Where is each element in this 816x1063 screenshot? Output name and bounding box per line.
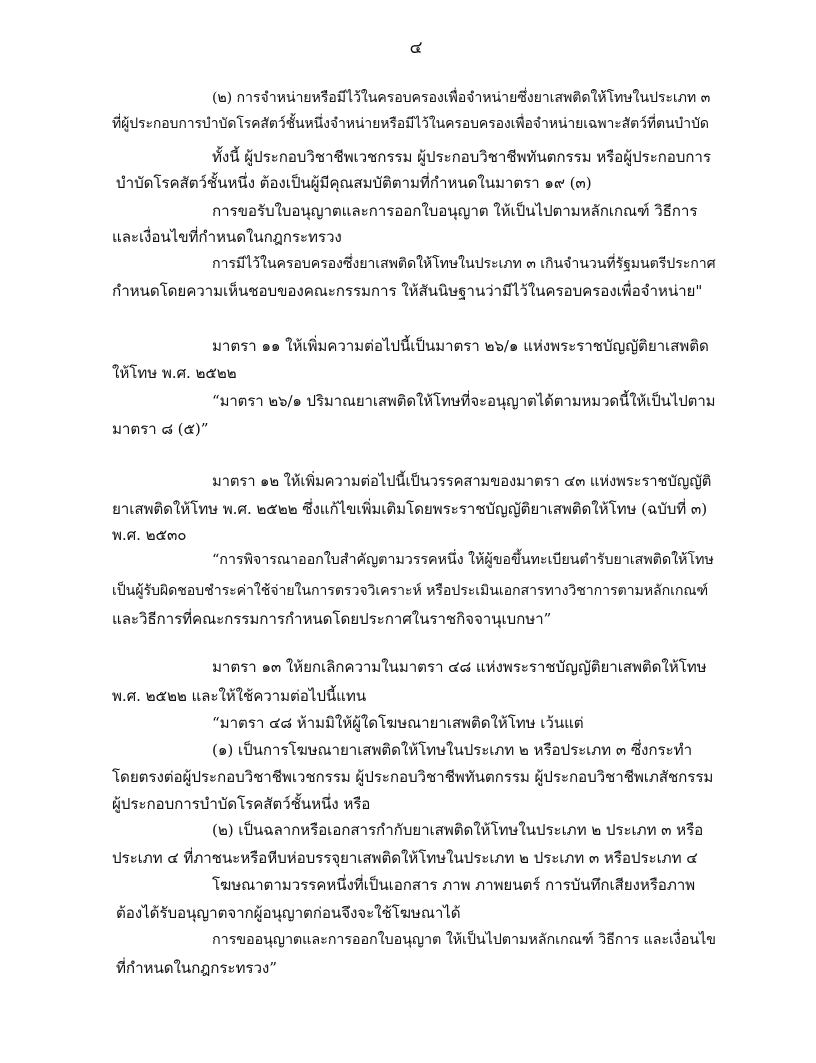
paragraph-line: โดยตรงต่อผู้ประกอบวิชาชีพเวชกรรม ผู้ประกอบวิชาชีพทันตกรรม ผู้ประกอบวิชาชีพเภสัชกรรม	[112, 768, 714, 786]
paragraph-line: (๑) เป็นการโฆษณายาเสพติดให้โทษในประเภท ๒ หรือประเภท ๓ ซึ่งกระทำ	[212, 741, 693, 759]
paragraph-line: ทั้งนี้ ผู้ประกอบวิชาชีพเวชกรรม ผู้ประกอบวิชาชีพทันตกรรม หรือผู้ประกอบการ	[212, 148, 711, 166]
paragraph-line: ที่ผู้ประกอบการบำบัดโรคสัตว์ชั้นหนึ่งจำหน่ายหรือมีไว้ในครอบครองเพื่อจำหน่ายเฉพาะสัตว์ที่ตนบำบัด	[112, 116, 709, 132]
paragraph-line: “มาตรา ๔๘ ห้ามมิให้ผู้ใดโฆษณายาเสพติดให้โทษ เว้นแต่	[212, 714, 584, 732]
paragraph-line: (๒) เป็นฉลากหรือเอกสารกำกับยาเสพติดให้โทษในประเภท ๒ ประเภท ๓ หรือ	[212, 821, 704, 839]
paragraph-line: ต้องได้รับอนุญาตจากผู้อนุญาตก่อนจึงจะใช้โฆษณาได้	[116, 904, 461, 922]
section-heading-line: มาตรา ๑๓ ให้ยกเลิกความในมาตรา ๔๘ แห่งพระราชบัญญัติยาเสพติดให้โทษ	[212, 658, 707, 676]
paragraph-line: ที่กำหนดในกฎกระทรวง”	[116, 959, 277, 977]
section-heading-line: มาตรา ๑๑ ให้เพิ่มความต่อไปนี้เป็นมาตรา ๒๖/๑ แห่งพระราชบัญญัติยาเสพติด	[212, 337, 709, 355]
paragraph-line: บำบัดโรคสัตว์ชั้นหนึ่ง ต้องเป็นผู้มีคุณสมบัติตามที่กำหนดในมาตรา ๑๙ (๓)	[116, 174, 592, 192]
paragraph-line: การขออนุญาตและการออกใบอนุญาต ให้เป็นไปตามหลักเกณฑ์ วิธีการ และเงื่อนไข	[212, 932, 716, 948]
paragraph-line: ประเภท ๔ ที่ภาชนะหรือหีบห่อบรรจุยาเสพติดให้โทษในประเภท ๒ ประเภท ๓ หรือประเภท ๔	[112, 849, 698, 867]
paragraph-line: และเงื่อนไขที่กำหนดในกฎกระทรวง	[112, 228, 342, 246]
paragraph-line: และวิธีการที่คณะกรรมการกำหนดโดยประกาศในราชกิจจานุเบกษา”	[112, 610, 552, 628]
paragraph-line: โฆษณาตามวรรคหนึ่งที่เป็นเอกสาร ภาพ ภาพยนตร์ การบันทึกเสียงหรือภาพ	[212, 876, 696, 894]
paragraph-line: พ.ศ. ๒๕๒๒ และให้ใช้ความต่อไปนี้แทน	[112, 687, 367, 705]
paragraph-line: ยาเสพติดให้โทษ พ.ศ. ๒๕๒๒ ซึ่งแก้ไขเพิ่มเติมโดยพระราชบัญญัติยาเสพติดให้โทษ (ฉบับที่ ๓)	[112, 500, 708, 518]
paragraph-line: มาตรา ๘ (๕)”	[112, 420, 209, 438]
paragraph-line: ให้โทษ พ.ศ. ๒๕๒๒	[112, 364, 237, 382]
paragraph-line: การขอรับใบอนุญาตและการออกใบอนุญาต ให้เป็นไปตามหลักเกณฑ์ วิธีการ	[212, 202, 698, 220]
paragraph-line: กำหนดโดยความเห็นชอบของคณะกรรมการ ให้สันนิษฐานว่ามีไว้ในครอบครองเพื่อจำหน่าย"	[112, 282, 703, 300]
paragraph-line: เป็นผู้รับผิดชอบชำระค่าใช้จ่ายในการตรวจวิเคราะห์ หรือประเมินเอกสารทางวิชาการตามหลักเกณฑ์	[112, 583, 709, 599]
page-number: ๔	[409, 38, 423, 58]
paragraph-line: “การพิจารณาออกใบสำคัญตามวรรคหนึ่ง ให้ผู้ขอขึ้นทะเบียนตำรับยาเสพติดให้โทษ	[212, 552, 714, 568]
paragraph-line: “มาตรา ๒๖/๑ ปริมาณยาเสพติดให้โทษที่จะอนุญาตได้ตามหมวดนี้ให้เป็นไปตาม	[212, 392, 716, 410]
section-heading-line: มาตรา ๑๒ ให้เพิ่มความต่อไปนี้เป็นวรรคสามของมาตรา ๔๓ แห่งพระราชบัญญัติ	[212, 473, 712, 490]
paragraph-line: การมีไว้ในครอบครองซึ่งยาเสพติดให้โทษในประเภท ๓ เกินจำนวนที่รัฐมนตรีประกาศ	[212, 256, 716, 272]
paragraph-line: (๒) การจำหน่ายหรือมีไว้ในครอบครองเพื่อจำหน่ายซึ่งยาเสพติดให้โทษในประเภท ๓	[212, 90, 711, 106]
paragraph-line: พ.ศ. ๒๕๓๐	[112, 526, 187, 544]
paragraph-line: ผู้ประกอบการบำบัดโรคสัตว์ชั้นหนึ่ง หรือ	[112, 795, 371, 813]
